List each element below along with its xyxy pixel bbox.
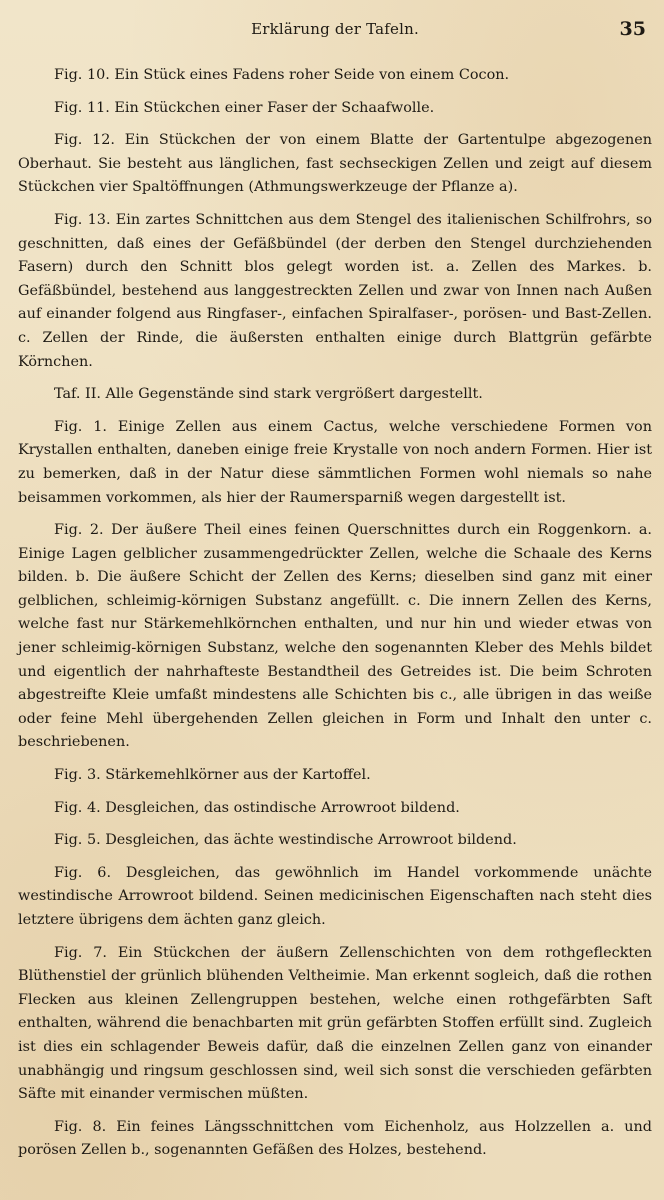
paragraph-fig-5: Fig. 5. Desgleichen, das ächte westindische Arrowroot bildend. bbox=[54, 832, 517, 849]
paragraph-fig-11: Fig. 11. Ein Stückchen einer Faser der Schaafwolle. bbox=[54, 99, 435, 116]
paragraph-fig-3: Fig. 3. Stärkemehlkörner aus der Kartoffel. bbox=[54, 767, 371, 784]
page-number: 35 bbox=[619, 18, 646, 40]
paragraph-fig-4: Fig. 4. Desgleichen, das ostindische Arrowroot bildend. bbox=[54, 799, 460, 816]
paragraph-fig-7: Fig. 7. Ein Stückchen der äußern Zellenschichten von dem rothgefleckten Blüthenstiel der grünlich blühenden Veltheimie. Man erkennt sogleich, daß die rothen Flecken aus kleinen Zellengruppen bestehen, welche einen rothgefärbten Saft enthalten, während die benachbarten mit grün gefärbten Stoffen erfüllt sind. Zugleich ist dies ein schlagender Beweis dafür, daß die einzelnen Zellen ganz von einander unabhängig und ringsum geschlossen sind, weil sich sonst die verschieden gefärbten Säfte mit einander vermischen müßten. bbox=[18, 944, 652, 1103]
paragraph-fig-8: Fig. 8. Ein feines Längsschnittchen vom Eichenholz, aus Holzzellen a. und porösen Zellen b., sogenannten Gefäßen des Holzes, bestehend. bbox=[18, 1118, 652, 1159]
page-body bbox=[18, 64, 652, 1163]
running-head: Erklärung der Tafeln. bbox=[251, 20, 419, 38]
page-header bbox=[18, 18, 652, 52]
paragraph-fig-10: Fig. 10. Ein Stück eines Fadens roher Seide von einem Cocon. bbox=[54, 67, 510, 83]
paragraph-fig-12: Fig. 12. Ein Stückchen der von einem Blatte der Gartentulpe abgezogenen Oberhaut. Sie besteht aus länglichen, fast sechseckigen Zellen und zeigt auf diesem Stückchen vier Spaltöffnungen (Athmungswerkzeuge der Pflanze a). bbox=[18, 132, 652, 196]
paragraph-fig-6: Fig. 6. Desgleichen, das gewöhnlich im Handel vorkommende unächte westindische Arrowroot bildend. Seinen medicinischen Eigenschaften nach steht dies letztere übrigens dem ächten ganz gleich. bbox=[18, 864, 652, 928]
paragraph-taf-2: Taf. II. Alle Gegenstände sind stark vergrößert dargestellt. bbox=[54, 386, 483, 403]
paragraph-fig-1: Fig. 1. Einige Zellen aus einem Cactus, welche verschiedene Formen von Krystallen enthalten, daneben einige freie Krystalle von noch andern Formen. Hier ist zu bemerken, daß in der Natur diese sämmtlichen Formen wohl niemals so nahe beisammen vorkommen, als hier der Raumersparniß wegen dargestellt ist. bbox=[18, 418, 652, 506]
paragraph-fig-2: Fig. 2. Der äußere Theil eines feinen Querschnittes durch ein Roggenkorn. a. Einige Lagen gelblicher zusammengedrückter Zellen, welche die Schaale des Kerns bilden. b. Die äußere Schicht der Zellen des Kerns; dieselben sind ganz mit einer gelblichen, schleimig-körnigen Substanz angefüllt. c. Die innern Zellen des Kerns, welche fast nur Stärkemehlkörnchen enthalten, und nur hin und wieder etwas von jener schleimig-körnigen Substanz, welche den sogenannten Kleber des Mehls bildet und eigentlich der nahrhafteste Bestandtheil des Getreides ist. Die beim Schroten abgestreifte Kleie umfaßt mindestens alle Schichten bis c., alle übrigen in das weiße oder feine Mehl übergehenden Zellen gleichen in Form und Inhalt den unter c. beschriebenen. bbox=[18, 522, 652, 751]
paragraph-fig-13: Fig. 13. Ein zartes Schnittchen aus dem Stengel des italienischen Schilfrohrs, so geschnitten, daß eines der Gefäßbündel (der derben den Stengel durchziehenden Fasern) durch den Schnitt blos gelegt worden ist. a. Zellen des Markes. b. Gefäßbündel, bestehend aus langgestreckten Zellen und zwar von Innen nach Außen auf einander folgend aus Ringfaser-, einfachen Spiralfaser-, porösen- und Bast-Zellen. c. Zellen der Rinde, die äußersten enthalten einige durch Blattgrün gefärbte Körnchen. bbox=[18, 211, 652, 370]
